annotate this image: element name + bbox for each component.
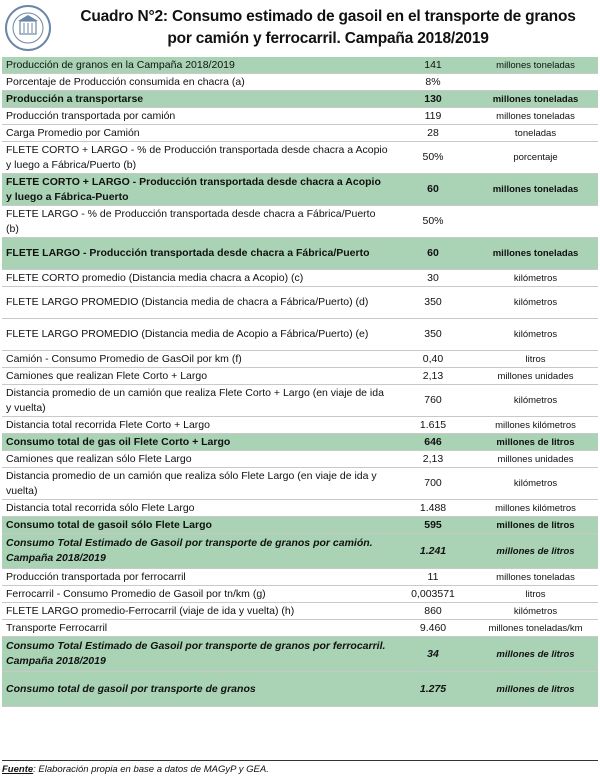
row-unit: millones unidades (473, 368, 598, 385)
title-line-1: Cuadro N°2: Consumo estimado de gasoil en el transporte de granos (80, 8, 576, 25)
row-unit: millones de litros (473, 517, 598, 534)
row-label: FLETE LARGO PROMEDIO (Distancia media de chacra a Fábrica/Puerto) (d) (2, 287, 393, 319)
row-value: 760 (393, 385, 473, 417)
row-label: FLETE CORTO promedio (Distancia media chacra a Acopio) (c) (2, 270, 393, 287)
row-label: Porcentaje de Producción consumida en chacra (a) (2, 74, 393, 91)
row-value: 28 (393, 125, 473, 142)
row-unit: porcentaje (473, 142, 598, 174)
row-label: Distancia promedio de un camión que realiza sólo Flete Largo (en viaje de ida y vuelta) (2, 468, 393, 500)
seal-logo-icon (4, 4, 52, 52)
table-row (2, 108, 598, 125)
row-label: Producción a transportarse (2, 91, 393, 108)
table-row (2, 125, 598, 142)
row-unit: millones kilómetros (473, 500, 598, 517)
row-unit: millones de litros (473, 672, 598, 707)
source-label: Fuente (2, 764, 34, 775)
row-value: 860 (393, 603, 473, 620)
table-row (2, 174, 598, 206)
row-unit: millones de litros (473, 534, 598, 569)
row-unit: millones toneladas (473, 57, 598, 74)
row-value: 30 (393, 270, 473, 287)
row-unit: millones de litros (473, 637, 598, 672)
row-value: 119 (393, 108, 473, 125)
row-value: 700 (393, 468, 473, 500)
row-value: 11 (393, 569, 473, 586)
row-unit (473, 206, 598, 238)
table-row (2, 603, 598, 620)
table-row (2, 586, 598, 603)
row-value: 141 (393, 57, 473, 74)
table-row (2, 500, 598, 517)
row-unit: millones toneladas (473, 238, 598, 270)
table-row (2, 451, 598, 468)
row-unit: litros (473, 586, 598, 603)
row-label: Distancia total recorrida sólo Flete Largo (2, 500, 393, 517)
table-row (2, 534, 598, 569)
row-unit: millones toneladas (473, 174, 598, 206)
row-unit: kilómetros (473, 468, 598, 500)
table-row (2, 569, 598, 586)
row-label: FLETE CORTO + LARGO - % de Producción transportada desde chacra a Acopio y luego a Fábrica/Puerto (b) (2, 142, 393, 174)
row-value: 8% (393, 74, 473, 91)
row-label: FLETE LARGO promedio-Ferrocarril (viaje de ida y vuelta) (h) (2, 603, 393, 620)
row-unit: toneladas (473, 125, 598, 142)
row-label: Camiones que realizan sólo Flete Largo (2, 451, 393, 468)
table-row (2, 91, 598, 108)
page-title (60, 6, 596, 50)
row-value: 350 (393, 287, 473, 319)
title-line-2: por camión y ferrocarril. Campaña 2018/2019 (167, 30, 489, 47)
row-unit: millones toneladas (473, 91, 598, 108)
table-row (2, 238, 598, 270)
row-label: Consumo Total Estimado de Gasoil por transporte de granos por ferrocarril. Campaña 2018/2019 (2, 637, 393, 672)
data-table (2, 57, 598, 707)
row-unit: millones toneladas/km (473, 620, 598, 637)
row-label: Transporte Ferrocarril (2, 620, 393, 637)
row-label: Camiones que realizan Flete Corto + Largo (2, 368, 393, 385)
table-row (2, 620, 598, 637)
row-unit: kilómetros (473, 385, 598, 417)
row-value: 60 (393, 238, 473, 270)
table-row (2, 74, 598, 91)
footer (2, 760, 598, 775)
row-value: 50% (393, 142, 473, 174)
row-value: 1.488 (393, 500, 473, 517)
row-unit (473, 74, 598, 91)
header (0, 0, 600, 57)
row-label: Distancia promedio de un camión que realiza Flete Corto + Largo (en viaje de ida y vuelta) (2, 385, 393, 417)
table-row (2, 517, 598, 534)
row-label: Consumo total de gasoil por transporte de granos (2, 672, 393, 707)
table-row (2, 368, 598, 385)
row-unit: millones toneladas (473, 569, 598, 586)
table-row (2, 637, 598, 672)
row-unit: kilómetros (473, 270, 598, 287)
row-value: 9.460 (393, 620, 473, 637)
row-label: Carga Promedio por Camión (2, 125, 393, 142)
row-value: 350 (393, 319, 473, 351)
table-row (2, 672, 598, 707)
table-row (2, 468, 598, 500)
row-label: FLETE LARGO - % de Producción transportada desde chacra a Fábrica/Puerto (b) (2, 206, 393, 238)
table-row (2, 351, 598, 368)
row-unit: kilómetros (473, 287, 598, 319)
row-label: Ferrocarril - Consumo Promedio de Gasoil por tn/km (g) (2, 586, 393, 603)
source-text: : Elaboración propia en base a datos de MAGyP y GEA. (33, 764, 269, 775)
row-value: 595 (393, 517, 473, 534)
row-value: 2,13 (393, 368, 473, 385)
row-unit: kilómetros (473, 319, 598, 351)
row-value: 1.615 (393, 417, 473, 434)
row-label: Producción de granos en la Campaña 2018/2019 (2, 57, 393, 74)
row-label: Distancia total recorrida Flete Corto + Largo (2, 417, 393, 434)
row-label: FLETE LARGO - Producción transportada desde chacra a Fábrica/Puerto (2, 238, 393, 270)
row-label: Consumo total de gas oil Flete Corto + Largo (2, 434, 393, 451)
row-value: 0,003571 (393, 586, 473, 603)
table-row (2, 206, 598, 238)
table-row (2, 142, 598, 174)
row-value: 0,40 (393, 351, 473, 368)
row-value: 1.275 (393, 672, 473, 707)
row-value: 130 (393, 91, 473, 108)
table-row (2, 287, 598, 319)
row-unit: millones unidades (473, 451, 598, 468)
row-label: Producción transportada por ferrocarril (2, 569, 393, 586)
row-label: FLETE LARGO PROMEDIO (Distancia media de Acopio a Fábrica/Puerto) (e) (2, 319, 393, 351)
row-unit: millones de litros (473, 434, 598, 451)
row-value: 646 (393, 434, 473, 451)
row-label: Camión - Consumo Promedio de GasOil por km (f) (2, 351, 393, 368)
row-label: Consumo total de gasoil sólo Flete Largo (2, 517, 393, 534)
row-unit: millones toneladas (473, 108, 598, 125)
row-value: 2,13 (393, 451, 473, 468)
row-value: 50% (393, 206, 473, 238)
row-value: 60 (393, 174, 473, 206)
row-unit: kilómetros (473, 603, 598, 620)
row-label: Producción transportada por camión (2, 108, 393, 125)
table-row (2, 385, 598, 417)
row-value: 34 (393, 637, 473, 672)
row-unit: litros (473, 351, 598, 368)
row-label: Consumo Total Estimado de Gasoil por transporte de granos por camión. Campaña 2018/2019 (2, 534, 393, 569)
table-row (2, 434, 598, 451)
row-unit: millones kilómetros (473, 417, 598, 434)
table-row (2, 270, 598, 287)
table-row (2, 57, 598, 74)
row-value: 1.241 (393, 534, 473, 569)
row-label: FLETE CORTO + LARGO - Producción transportada desde chacra a Acopio y luego a Fábrica-Puerto (2, 174, 393, 206)
table-row (2, 417, 598, 434)
table-row (2, 319, 598, 351)
